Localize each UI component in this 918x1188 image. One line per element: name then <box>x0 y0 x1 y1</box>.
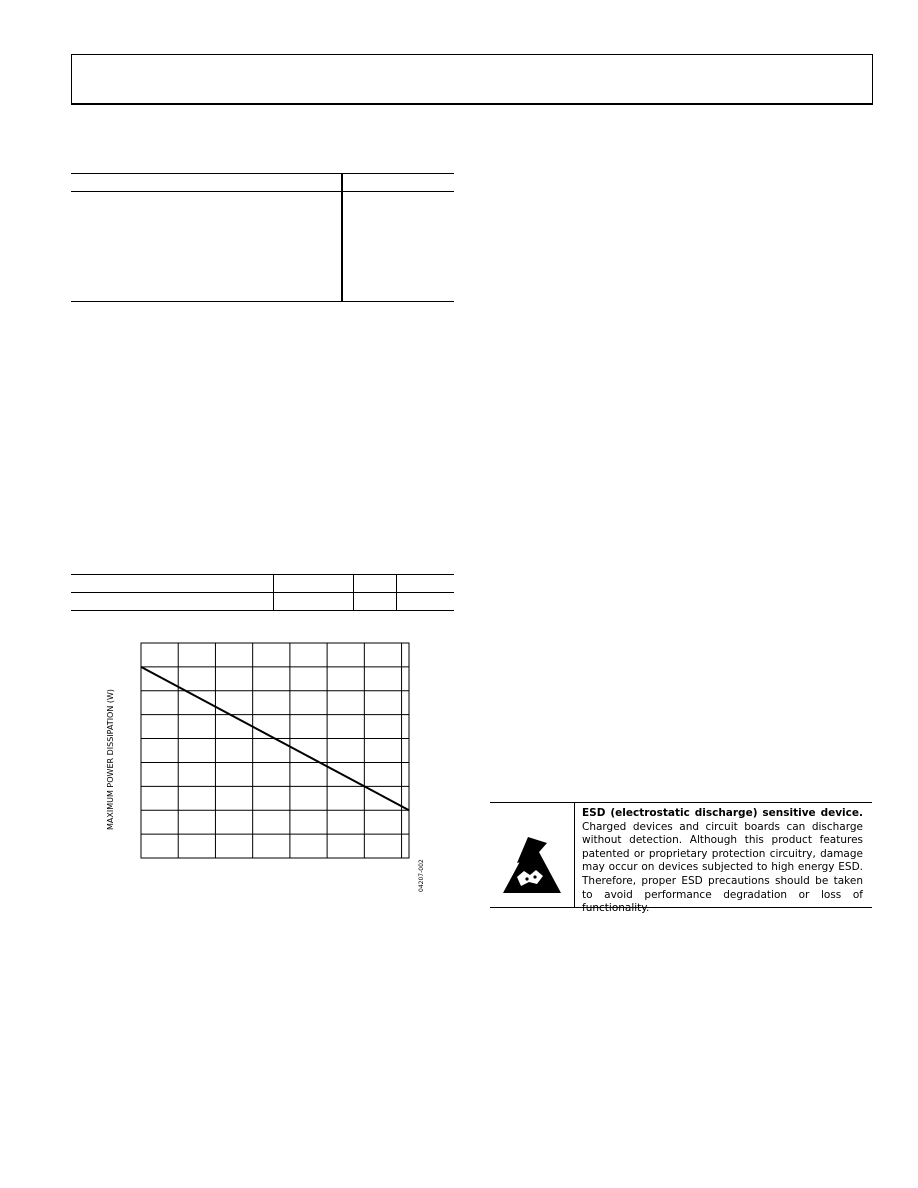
y-axis-label: MAXIMUM POWER DISSIPATION (W) <box>106 688 115 830</box>
table-header-row <box>71 575 454 593</box>
table-header-cell-unit <box>397 575 455 593</box>
plot-frame <box>141 643 409 858</box>
table-header-row <box>71 174 454 192</box>
esd-notice <box>490 802 872 915</box>
table-cell-unit <box>397 593 455 611</box>
esd-body: Charged devices and circuit boards can discharge without detection. Although this product features patented or proprietary protection circuitry, damage may occur on devices subjected to high energy ESD. Therefore, proper ESD precautions should be taken to avoid performance degradation or loss of functionality. <box>582 820 863 915</box>
table-header-cell-package <box>71 575 274 593</box>
table-header-cell-theta-jc <box>354 575 397 593</box>
table-cell-rating <box>342 192 454 302</box>
esd-icon-cell <box>490 803 575 907</box>
page-header-box <box>71 54 873 105</box>
table-header-cell-rating <box>342 174 454 192</box>
esd-title: ESD (electrostatic discharge) sensitive device. <box>582 807 863 819</box>
table-header-cell-parameter <box>71 174 342 192</box>
table-cell-theta-ja <box>274 593 354 611</box>
thermal-resistance-table <box>71 574 454 611</box>
esd-dot <box>525 877 528 880</box>
esd-notice-text <box>582 807 863 916</box>
figure-code: 04207-002 <box>418 859 425 892</box>
table-cell-theta-jc <box>354 593 397 611</box>
table-header-cell-theta-ja <box>274 575 354 593</box>
power-dissipation-chart <box>100 636 430 898</box>
chart-grid <box>141 643 409 858</box>
table-row <box>71 593 454 611</box>
absolute-maximum-ratings-table <box>71 173 454 302</box>
esd-dot <box>533 875 536 878</box>
table-cell-parameter <box>71 192 342 302</box>
esd-warning-icon <box>499 829 565 897</box>
table-row <box>71 192 454 302</box>
table-cell-package <box>71 593 274 611</box>
